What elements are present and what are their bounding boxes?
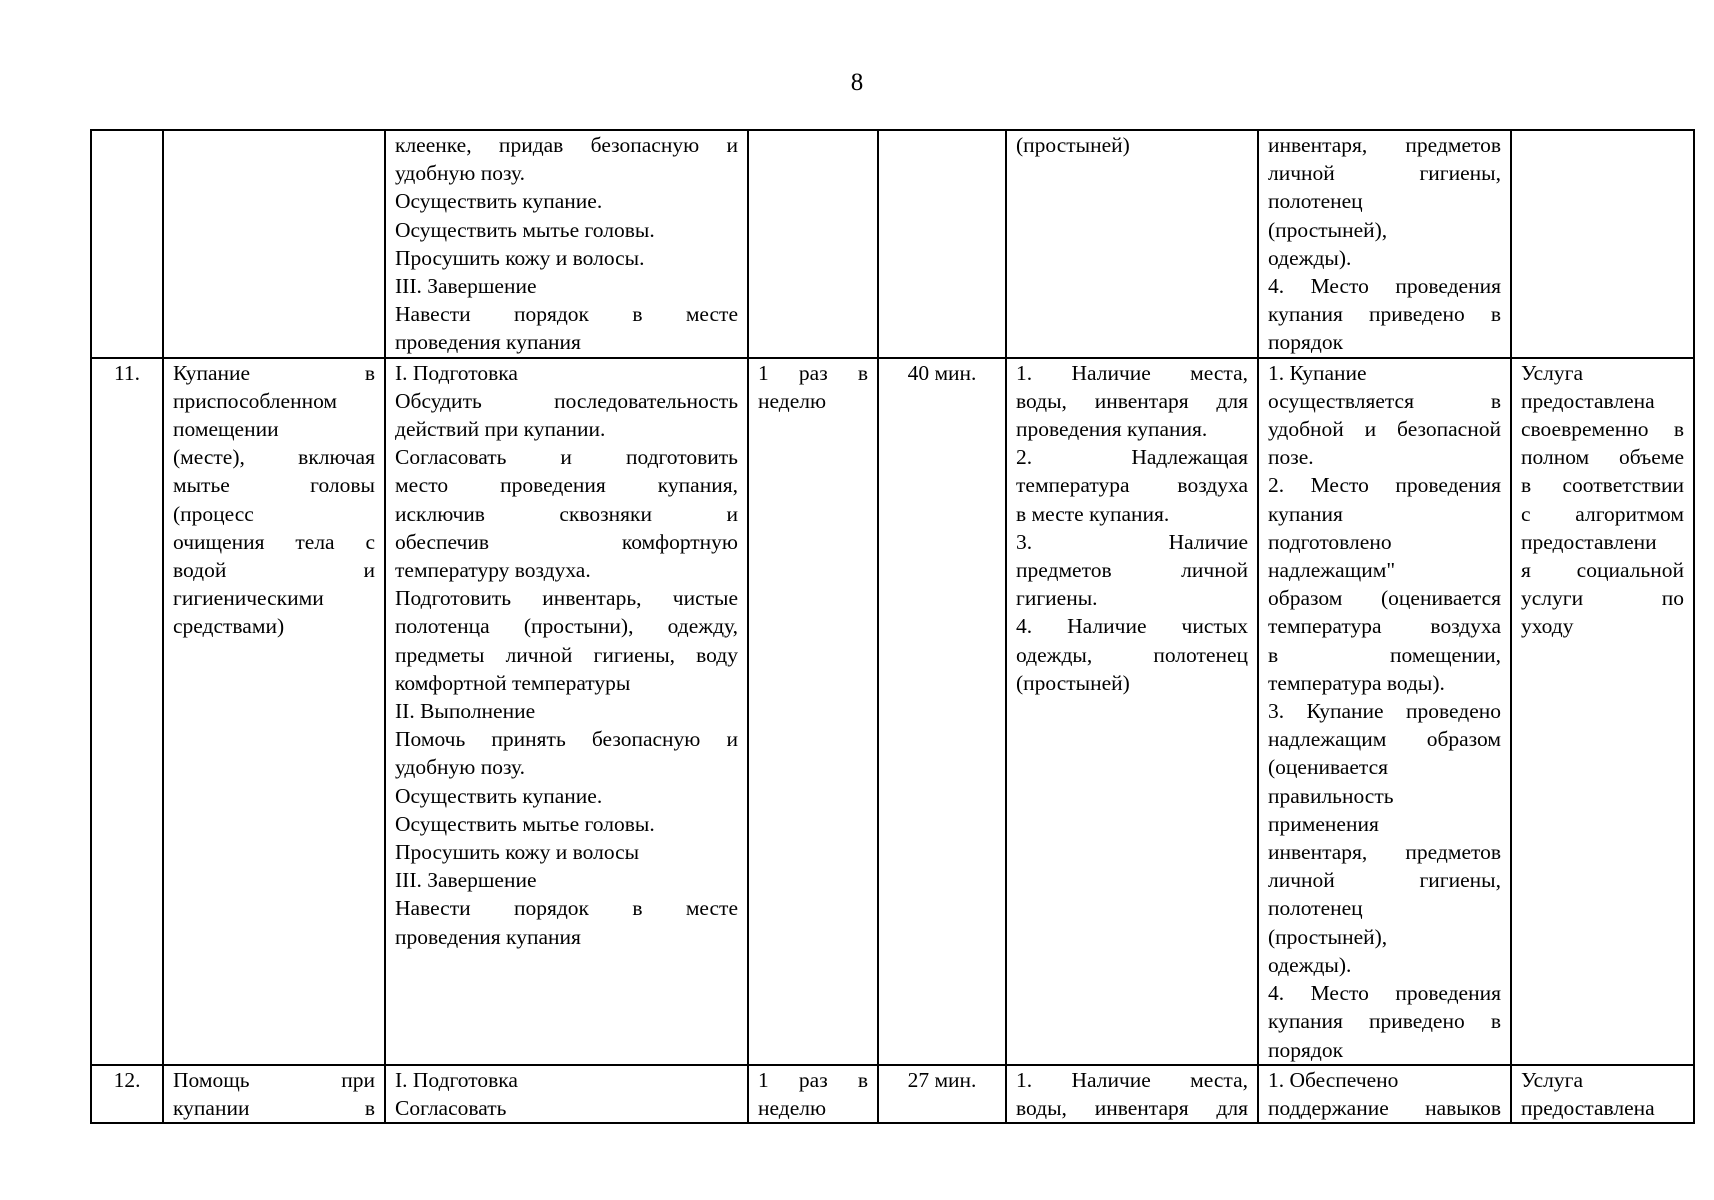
text-line: (простыней) [1016,133,1130,157]
text-line: приспособленном [173,388,338,413]
text-line: клеенке, придав безопасную и [395,133,738,157]
conditions-cell [1006,1065,1258,1123]
text-line: Согласовать и подготовить [395,445,738,470]
row-number-cell [91,358,163,1065]
service-name-cell [163,358,385,1065]
text-line: предоставлена [1521,388,1655,413]
text-line: исключив сквозняки и [395,501,738,526]
text-line: 3. Купание проведено [1268,699,1501,724]
text-line: 11. [113,360,141,385]
text-line: поддержание навыков [1268,1095,1501,1120]
text-line: одежды, полотенец [1016,642,1248,667]
text-line: с алгоритмом [1521,501,1684,526]
text-line: надлежащим образом [1268,727,1501,752]
text-line: 27 мин. [907,1067,977,1092]
text-line: Помощь при [173,1067,375,1092]
text-line: Просушить кожу и волосы [395,840,640,865]
text-line: 4. Наличие чистых [1016,614,1248,639]
row-number-cell [91,130,163,358]
text-line: купания [1268,501,1343,526]
text-line: Навести порядок в месте [395,896,738,921]
text-line: помещении [173,417,279,442]
text-line: в помещении, [1268,642,1501,667]
text-line: применения [1268,811,1379,836]
quality-indicators-cell [1258,130,1511,358]
text-line: III. Завершение [395,868,537,893]
text-line: уходу [1521,614,1574,639]
text-line: в месте купания. [1016,501,1170,526]
text-line: купания приведено в [1268,1009,1501,1034]
duration-cell [878,358,1006,1065]
text-line: (простыней), [1268,217,1388,242]
text-line: 1. Наличие места, [1016,360,1248,385]
text-line: Навести порядок в месте [395,302,738,327]
text-line: температура воздуха [1268,614,1501,639]
text-line: инвентаря, предметов [1268,840,1501,865]
text-line: надлежащим" [1268,558,1396,583]
text-line: неделю [758,388,827,413]
text-line: инвентаря, предметов [1268,133,1501,157]
text-line: личной гигиены, [1268,161,1501,186]
text-line: (простыней) [1016,670,1130,695]
service-name-cell [163,130,385,358]
service-steps-cell [385,358,748,1065]
text-line: полотенца (простыни), одежду, [395,614,738,639]
table-row [91,130,1694,358]
frequency-cell [748,358,878,1065]
text-line: предоставлена [1521,1095,1655,1120]
text-line: температура воды). [1268,670,1445,695]
text-line: полном объеме [1521,445,1684,470]
frequency-cell [748,1065,878,1123]
text-line: гигиены. [1016,586,1098,611]
duration-cell [878,1065,1006,1123]
text-line: порядок [1268,330,1344,355]
text-line: Помочь принять безопасную и [395,727,738,752]
text-line: образом (оценивается [1268,586,1501,611]
text-line: 2. Место проведения [1268,473,1501,498]
text-line: проведения купания. [1016,417,1208,442]
conditions-cell [1006,130,1258,358]
table-row [91,1065,1694,1123]
frequency-cell [748,130,878,358]
text-line: 3. Наличие [1016,529,1248,554]
text-line: Осуществить купание. [395,783,603,808]
text-line: обеспечив комфортную [395,529,738,554]
text-line: место проведения купания, [395,473,738,498]
text-line: предоставлени [1521,529,1657,554]
row-number-cell [91,1065,163,1123]
text-line: очищения тела с [173,529,375,554]
text-line: Осуществить мытье головы. [395,217,655,242]
text-line: 1. Наличие места, [1016,1067,1248,1092]
quality-indicators-cell [1258,358,1511,1065]
text-line: неделю [758,1095,827,1120]
service-steps-cell [385,1065,748,1123]
text-line: в соответствии [1521,473,1684,498]
text-line: температура воздуха [1016,473,1248,498]
text-line: гигиеническими [173,586,324,611]
text-line: Просушить кожу и волосы. [395,245,645,270]
text-line: я социальной [1521,558,1684,583]
text-line: I. Подготовка [395,360,518,385]
text-line: позе. [1268,445,1314,470]
text-line: водой и [173,558,375,583]
text-line: подготовлено [1268,529,1392,554]
page-number: 8 [850,69,864,96]
text-line: 1. Купание [1268,360,1367,385]
service-steps-cell [385,130,748,358]
text-line: купании в [173,1095,375,1120]
text-line: проведения купания [395,330,581,355]
text-line: (простыней), [1268,924,1388,949]
text-line: услуги по [1521,586,1684,611]
assessment-cell [1511,1065,1694,1123]
text-line: Согласовать [395,1095,507,1120]
text-line: одежды). [1268,245,1352,270]
text-line: предметов личной [1016,558,1248,583]
text-line: предметы личной гигиены, воду [395,642,738,667]
text-line: Услуга [1521,360,1584,385]
text-line: 4. Место проведения [1268,274,1501,299]
text-line: удобную позу. [395,161,525,186]
text-line: 2. Надлежащая [1016,445,1248,470]
text-line: (процесс [173,501,254,526]
text-line: одежды). [1268,952,1352,977]
text-line: 1 раз в [758,360,868,385]
text-line: 40 мин. [907,360,977,385]
text-line: Услуга [1521,1067,1584,1092]
text-line: порядок [1268,1037,1344,1062]
table-row [91,358,1694,1065]
text-line: полотенец [1268,189,1363,214]
text-line: мытье головы [173,473,375,498]
text-line: удобную позу. [395,755,525,780]
text-line: проведения купания [395,924,581,949]
text-line: купания приведено в [1268,302,1501,327]
services-table [90,129,1695,1124]
duration-cell [878,130,1006,358]
text-line: Обсудить последовательность [395,388,738,413]
text-line: 12. [113,1067,141,1092]
quality-indicators-cell [1258,1065,1511,1123]
text-line: III. Завершение [395,274,537,299]
text-line: воды, инвентаря для [1016,1095,1248,1120]
assessment-cell [1511,358,1694,1065]
text-line: I. Подготовка [395,1067,518,1092]
text-line: личной гигиены, [1268,868,1501,893]
text-line: 1 раз в [758,1067,868,1092]
text-line: (месте), включая [173,445,375,470]
text-line: средствами) [173,614,285,639]
text-line: температуру воздуха. [395,558,591,583]
text-line: II. Выполнение [395,699,536,724]
text-line: полотенец [1268,896,1363,921]
text-line: 4. Место проведения [1268,981,1501,1006]
text-line: комфортной температуры [395,670,631,695]
text-line: удобной и безопасной [1268,417,1501,442]
text-line: 1. Обеспечено [1268,1067,1399,1092]
text-line: воды, инвентаря для [1016,388,1248,413]
conditions-cell [1006,358,1258,1065]
text-line: правильность [1268,783,1394,808]
text-line: Осуществить мытье головы. [395,811,655,836]
text-line: осуществляется в [1268,388,1501,413]
text-line: действий при купании. [395,417,606,442]
assessment-cell [1511,130,1694,358]
text-line: Купание в [173,360,375,385]
service-name-cell [163,1065,385,1123]
text-line: (оценивается [1268,755,1389,780]
text-line: своевременно в [1521,417,1684,442]
text-line: Осуществить купание. [395,189,603,214]
text-line: Подготовить инвентарь, чистые [395,586,738,611]
